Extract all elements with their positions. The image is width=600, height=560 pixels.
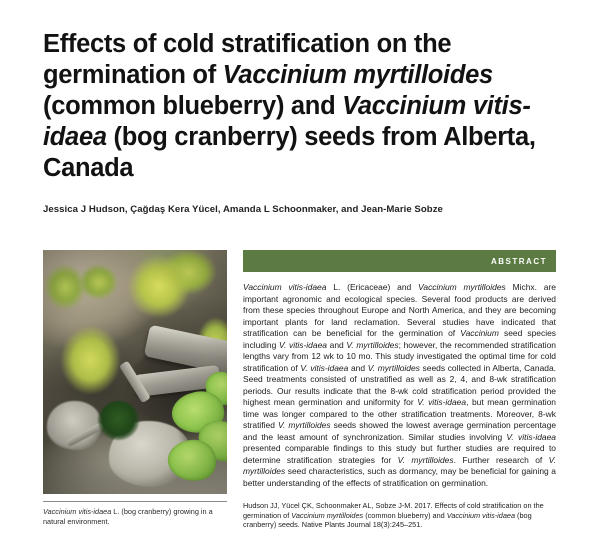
abstract-text: Vaccinium vitis-idaea L. (Ericaceae) and Vaccinium myrtilloides Michx. are important agronomic and ecological species. Several food products are derived from these species throughout Europe and North America, and they are becoming important plants for land reclamation. Several studies have indicated that stratification can be beneficial for the germination of Vaccinium seed species including V. vitis-idaea and V. myrtilloides; however, the recommended stratification lengths vary from 12 wk to 10 mo. This study investigated the optimal time for cold stratification of V. vitis-idaea and V. myrtilloides seeds collected in Alberta, Canada. Seed treatments consisted of unstratified as well as 2, 4, and 8-wk stratification periods. Our results indicate that the 8-wk cold stratification period provided the highest mean germination and uniformity for V. vitis-idaea, but mean germination time was longer compared to the other stratification treatments. Moreover, 8-wk stratified V. myrtilloides seeds showed the lowest average germination percentage and the least amount of synchronization. Similar studies involving V. vitis-idaea presented comparable findings to this study but further studies are required to determine stratification strategies for V. myrtilloides. Further research of V. myrtilloides seed characteristics, such as dormancy, may be beneficial for gaining a better understanding of the effects of stratification on germination.	[243, 282, 557, 488]
citation-block: Hudson JJ, Yücel ÇK, Schoonmaker AL, Sobze J-M. 2017. Effects of cold stratification on the germination of Vaccinium myrtilloides (common blueberry) and Vaccinium vitis-idaea (bog cranberry) seeds. Native Plants Journal 18(3):245–251.	[243, 501, 544, 530]
figure-photo	[43, 250, 227, 494]
abstract-heading: ABSTRACT	[491, 256, 547, 266]
page-title: Effects of cold stratification on the germination of Vaccinium myrtilloides (common blueberry) and Vaccinium vitis-idaea (bog cranberry) seeds from Alberta, Canada	[43, 30, 536, 183]
abstract-header-bar	[243, 250, 556, 272]
author-list: Jessica J Hudson, Çağdaş Kera Yücel, Amanda L Schoonmaker, and Jean-Marie Sobze	[43, 204, 443, 215]
abstract-column	[243, 250, 556, 530]
article-figure	[43, 250, 227, 526]
figure-caption: Vaccinium vitis-idaea L. (bog cranberry) growing in a natural environment.	[43, 507, 213, 526]
caption-divider	[43, 501, 227, 502]
photo-vignette	[43, 250, 227, 494]
